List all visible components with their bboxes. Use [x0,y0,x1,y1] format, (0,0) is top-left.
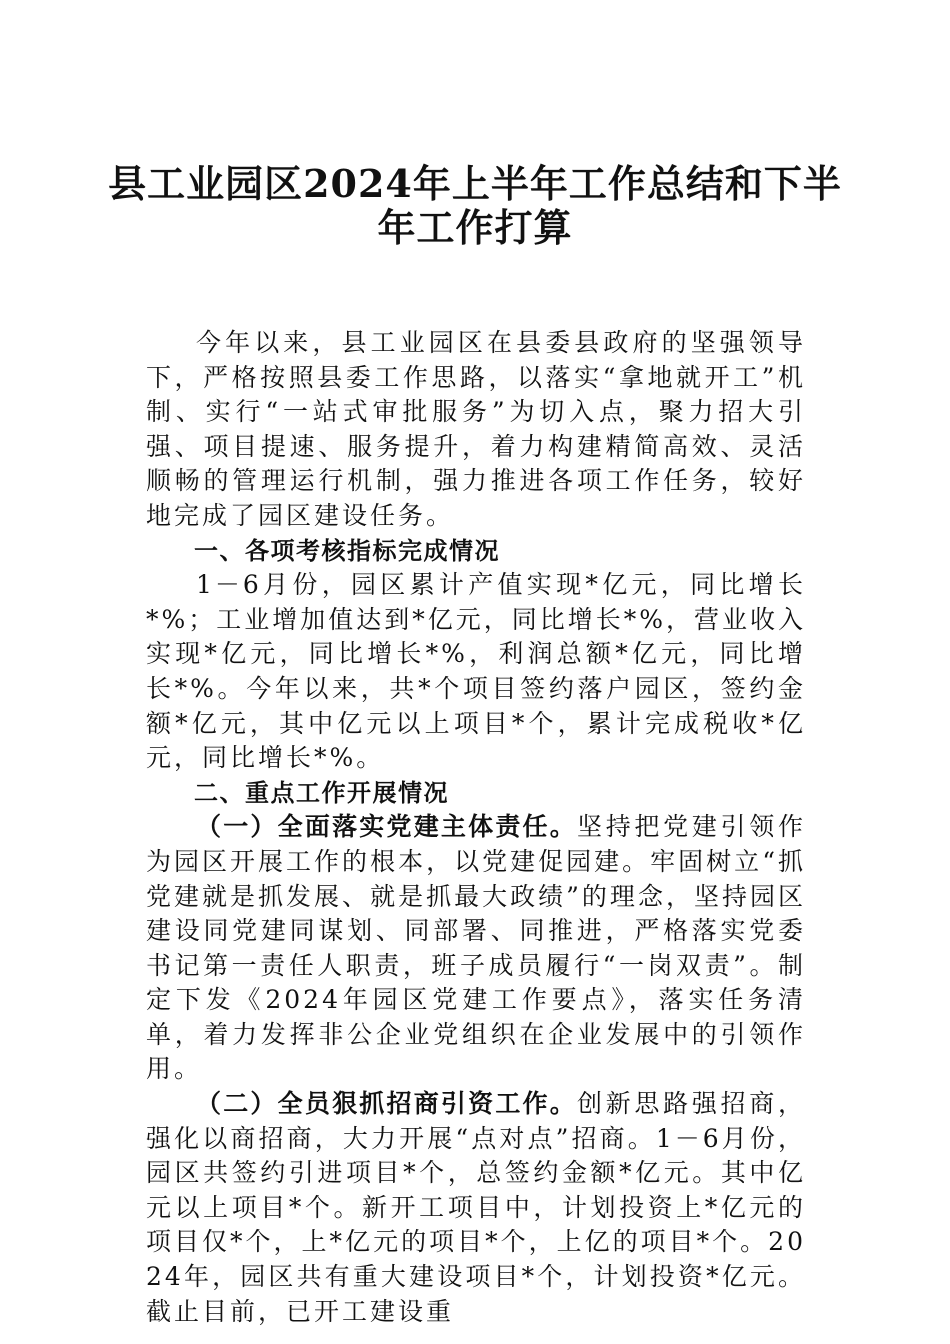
item-1-title: （一）全面落实党建主体责任。 [196,812,577,842]
intro-paragraph: 今年以来，县工业园区在县委县政府的坚强领导下，严格按照县委工作思路，以落实“拿地就开工”机制、实行“一站式审批服务”为切入点，聚力招大引强、项目提速、服务提升，着力构建精简高效、灵活顺畅的管理运行机制，强力推进各项工作任务，较好地完成了园区建设任务。 [146,328,806,530]
document-title-line-2: 年工作打算 [377,205,573,250]
document-body [146,326,806,1329]
item-2-text: 创新思路强招商，强化以商招商，大力开展“点对点”招商。1－6月份，园区共签约引进项目*个，总签约金额*亿元。其中亿元以上项目*个。新开工项目中，计划投资上*亿元的项目仅*个，上*亿元的项目*个，上亿的项目*个。2024年，园区共有重大建设项目*个，计划投资*亿元。截止目前，已开工建设重 [146,1089,806,1326]
item-1-paragraph [146,810,806,1087]
item-2-title: （二）全员狠抓招商引资工作。 [196,1089,577,1119]
section-1-paragraph: 1－6月份，园区累计产值实现*亿元，同比增长*%；工业增加值达到*亿元，同比增长*%，营业收入实现*亿元，同比增长*%，利润总额*亿元，同比增长*%。今年以来，共*个项目签约落户园区，签约金额*亿元，其中亿元以上项目*个，累计完成税收*亿元，同比增长*%。 [146,570,807,773]
document-title-line-1: 县工业园区2024年上半年工作总结和下半 [108,161,842,206]
item-1-text: 坚持把党建引领作为园区开展工作的根本，以党建促园建。牢固树立“抓党建就是抓发展、就是抓最大政绩”的理念，坚持园区建设同党建同谋划、同部署、同推进，严格落实党委书记第一责任人职责，班子成员履行“一岗双责”。制定下发《2024年园区党建工作要点》，落实任务清单，着力发挥非公企业党组织在企业发展中的引领作用。 [146,812,806,1084]
section-2-heading: 二、重点工作开展情况 [194,778,449,807]
section-1-heading: 一、各项考核指标完成情况 [194,536,500,565]
item-2-paragraph [146,1087,806,1329]
